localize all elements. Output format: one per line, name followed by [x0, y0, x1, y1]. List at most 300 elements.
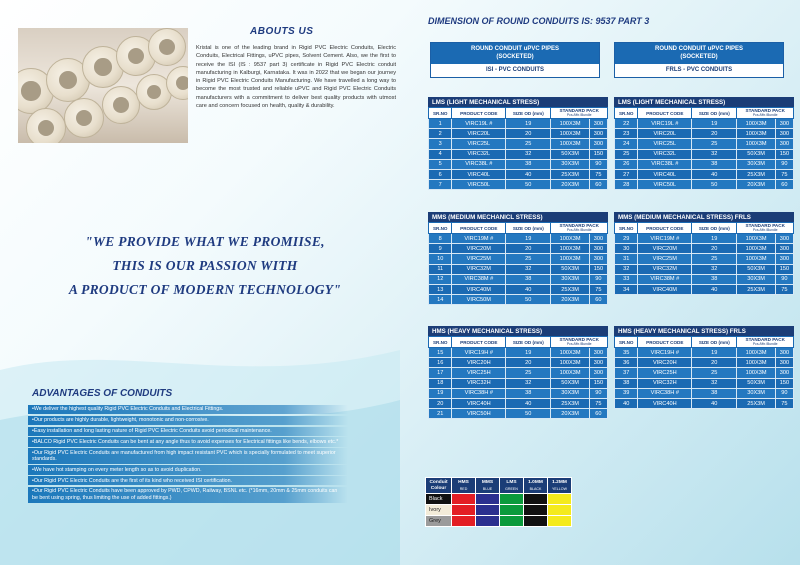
- table-row: [615, 264, 794, 274]
- table-cell: 25: [615, 149, 638, 159]
- table-caption: HMS (HEAVY MECHANICAL STRESS): [428, 326, 608, 336]
- table-cell: VIRC19L #: [452, 119, 506, 129]
- table-cell: 17: [429, 368, 452, 378]
- table-row: [429, 234, 608, 244]
- conduit-table: [614, 326, 794, 409]
- table-cell: VIRC25L: [638, 139, 692, 149]
- colour-swatch: [548, 516, 572, 527]
- colour-col-sub: RED: [459, 486, 468, 491]
- table-row: [429, 368, 608, 378]
- table-cell: 150: [775, 378, 793, 388]
- table-cell: 38: [506, 388, 551, 398]
- table-cell: 38: [615, 378, 638, 388]
- colour-col-label: MMS: [481, 479, 494, 485]
- table-row: [429, 139, 608, 149]
- table-cell: 100X3M: [551, 234, 589, 244]
- table-cell: 15: [429, 348, 452, 358]
- table-cell: VIRC50M: [452, 295, 506, 305]
- table-cell: 75: [589, 169, 607, 179]
- table-cell: 100X3M: [551, 139, 589, 149]
- column-header: SR.NO: [615, 223, 638, 234]
- table-cell: 300: [589, 139, 607, 149]
- table-cell: 13: [429, 284, 452, 294]
- table-row: [429, 378, 608, 388]
- table-row: [615, 274, 794, 284]
- colour-swatch: [476, 494, 500, 505]
- column-header-label: STANDARD PACK: [745, 337, 785, 342]
- table-cell: VIRC25H: [452, 368, 506, 378]
- column-header: PRODUCT CODE: [452, 337, 506, 348]
- isi-header-line2: (SOCKETED): [496, 53, 534, 60]
- isi-header: [430, 42, 600, 78]
- table-cell: 19: [692, 234, 737, 244]
- table-cell: VIRC32L: [638, 149, 692, 159]
- colour-col-sub: BLACK: [529, 486, 542, 491]
- table-cell: VIRC50L: [638, 180, 692, 190]
- column-header-sub: Pcs./Mtr./Bundle: [566, 228, 592, 232]
- table-caption: LMS (LIGHT MECHANICAL STRESS): [428, 97, 608, 107]
- table-row: [615, 378, 794, 388]
- table-cell: 32: [506, 264, 551, 274]
- conduit-table: [614, 212, 794, 295]
- table-cell: 32: [506, 149, 551, 159]
- conduit-table: [428, 212, 608, 305]
- table-cell: 300: [589, 244, 607, 254]
- table-cell: 100X3M: [551, 368, 589, 378]
- column-header: [551, 108, 608, 119]
- colour-swatch: [500, 505, 524, 516]
- table-cell: 30: [615, 244, 638, 254]
- table-row: [429, 169, 608, 179]
- table-cell: 150: [589, 264, 607, 274]
- table-cell: VIRC25M: [452, 254, 506, 264]
- frls-header-line1: ROUND CONDUIT uPVC PIPES: [654, 46, 743, 52]
- table-cell: VIRC32H: [638, 378, 692, 388]
- table-cell: VIRC32M: [638, 264, 692, 274]
- table-cell: VIRC38M #: [638, 274, 692, 284]
- table-row: [429, 284, 608, 294]
- table-cell: 100X3M: [737, 348, 775, 358]
- advantage-item: • Our Rigid PVC Electric Conduits are the first of its kind who received ISI certification.: [28, 476, 348, 485]
- table-cell: 38: [506, 274, 551, 284]
- table-row: [429, 129, 608, 139]
- table-cell: VIRC25M: [638, 254, 692, 264]
- table-header-row: [429, 223, 608, 234]
- table-cell: 50: [692, 180, 737, 190]
- table-caption: MMS (MEDIUM MECHANICL STRESS): [428, 212, 608, 222]
- table-cell: 100X3M: [551, 348, 589, 358]
- table-cell: 23: [615, 129, 638, 139]
- column-header: PRODUCT CODE: [638, 337, 692, 348]
- table-cell: VIRC19M #: [638, 234, 692, 244]
- advantage-item: • Our products are highly durable, lightweight, monotonic and non-corrosive.: [28, 416, 348, 425]
- table-cell: 60: [775, 180, 793, 190]
- table-cell: 60: [589, 180, 607, 190]
- table-cell: 100X3M: [551, 119, 589, 129]
- colour-swatch: [452, 494, 476, 505]
- table-cell: VIRC20H: [638, 358, 692, 368]
- table-cell: 19: [506, 234, 551, 244]
- table-cell: VIRC32L: [452, 149, 506, 159]
- table-cell: 90: [589, 274, 607, 284]
- column-header-label: STANDARD PACK: [745, 223, 785, 228]
- table-cell: 300: [589, 254, 607, 264]
- table-cell: 32: [692, 149, 737, 159]
- colour-col-sub: GREEN: [505, 486, 518, 491]
- table-cell: 30X3M: [737, 159, 775, 169]
- table-cell: 100X3M: [551, 358, 589, 368]
- table-row: [429, 264, 608, 274]
- table-cell: 7: [429, 180, 452, 190]
- column-header-label: STANDARD PACK: [559, 108, 599, 113]
- table-row: [429, 274, 608, 284]
- table-cell: 38: [692, 274, 737, 284]
- table-cell: 300: [589, 119, 607, 129]
- table-cell: 90: [589, 388, 607, 398]
- table-cell: 300: [775, 254, 793, 264]
- column-header: SR.NO: [615, 108, 638, 119]
- table-cell: 25X3M: [551, 398, 589, 408]
- column-header: SR.NO: [429, 337, 452, 348]
- table-cell: 100X3M: [551, 129, 589, 139]
- table-row: [429, 295, 608, 305]
- table-cell: 75: [775, 169, 793, 179]
- table-cell: 32: [692, 378, 737, 388]
- table-cell: 21: [429, 409, 452, 419]
- table-cell: VIRC19H #: [638, 348, 692, 358]
- table-caption: MMS (MEDIUM MECHANICAL STRESS) FRLS: [614, 212, 794, 222]
- table-cell: 38: [692, 388, 737, 398]
- table-cell: 20X3M: [737, 180, 775, 190]
- table-cell: 20: [429, 398, 452, 408]
- tagline-quote: [40, 230, 370, 302]
- table-row: [615, 398, 794, 408]
- table-cell: VIRC38L #: [452, 159, 506, 169]
- column-header: PRODUCT CODE: [452, 223, 506, 234]
- table-cell: 90: [775, 388, 793, 398]
- column-header: SR.NO: [429, 223, 452, 234]
- table-cell: 32: [506, 378, 551, 388]
- table-cell: VIRC32M: [452, 264, 506, 274]
- table-cell: 38: [506, 159, 551, 169]
- colour-swatch: [548, 494, 572, 505]
- column-header: SIZE OD (mm): [692, 108, 737, 119]
- table-cell: VIRC20M: [452, 244, 506, 254]
- table-cell: VIRC40M: [452, 284, 506, 294]
- column-header: [737, 108, 794, 119]
- table-cell: 10: [429, 254, 452, 264]
- column-header: [551, 223, 608, 234]
- table-cell: 150: [589, 378, 607, 388]
- colour-chart-header-row: [426, 478, 572, 494]
- table-cell: 19: [506, 119, 551, 129]
- table-cell: 39: [615, 388, 638, 398]
- table-cell: VIRC20L: [638, 129, 692, 139]
- table-cell: 40: [615, 398, 638, 408]
- table-cell: 4: [429, 149, 452, 159]
- table-row: [429, 388, 608, 398]
- frls-header-line2: (SOCKETED): [680, 53, 718, 60]
- table-cell: 32: [615, 264, 638, 274]
- about-text: Kristal is one of the leading brand in Rigid PVC Electric Conduits, Electric Conduits, Electrical Fittings, uPVC pipes, Solvent Cement. Also, we the first to receive the ISI (IS : 9537 part 3) certificate in Rigid PVC Electric conduit manufacturing in Kalburgi, Karnataka. It was in 2022 that we began our journey in Rigid PVC Electric Conduits Manufacturing. We have travelled a long way to become the most trusted and reliable uPVC and Rigid PVC Electric Conduits manufacturers with a commitment to deliver best quality products with utmost care and concern focused on health, quality & durability.: [196, 45, 396, 110]
- table-cell: 300: [775, 244, 793, 254]
- column-header-sub: Pcs./Mtr./Bundle: [752, 113, 778, 117]
- column-header: SR.NO: [429, 108, 452, 119]
- dimension-title: DIMENSION OF ROUND CONDUITS IS: 9537 PART 3: [428, 16, 650, 26]
- column-header-sub: Pcs./Mtr./Bundle: [566, 342, 592, 346]
- table-cell: 34: [615, 284, 638, 294]
- table-cell: 100X3M: [551, 254, 589, 264]
- colour-col-sub: YELLOW: [552, 486, 567, 491]
- table-cell: 25: [506, 254, 551, 264]
- table-cell: 25: [692, 368, 737, 378]
- colour-swatch: [548, 505, 572, 516]
- table-cell: VIRC50H: [452, 409, 506, 419]
- table-cell: 40: [506, 169, 551, 179]
- table-cell: 6: [429, 169, 452, 179]
- table-cell: 150: [775, 264, 793, 274]
- table-cell: 100X3M: [737, 139, 775, 149]
- column-header-label: STANDARD PACK: [559, 223, 599, 228]
- table-cell: 300: [775, 129, 793, 139]
- colour-row: [426, 494, 572, 505]
- table-cell: 30X3M: [551, 388, 589, 398]
- table-cell: VIRC38H #: [638, 388, 692, 398]
- table-cell: 32: [692, 264, 737, 274]
- table-cell: VIRC40M: [638, 284, 692, 294]
- table-cell: VIRC40L: [452, 169, 506, 179]
- table-cell: 29: [615, 234, 638, 244]
- table-cell: 300: [775, 358, 793, 368]
- colour-col-sub: BLUE: [482, 486, 493, 491]
- column-header: SIZE OD (mm): [692, 337, 737, 348]
- table-cell: VIRC32H: [452, 378, 506, 388]
- colour-col-label: 1.2MM: [552, 479, 567, 485]
- table-row: [429, 358, 608, 368]
- colour-swatch: [452, 505, 476, 516]
- table-header-row: [429, 337, 608, 348]
- table-cell: 50X3M: [737, 378, 775, 388]
- table-caption: HMS (HEAVY MECHANICAL STRESS) FRLS: [614, 326, 794, 336]
- table-cell: 20: [692, 244, 737, 254]
- table-cell: 150: [775, 149, 793, 159]
- table-cell: 40: [506, 398, 551, 408]
- column-header: SIZE OD (mm): [506, 108, 551, 119]
- table-cell: 25X3M: [551, 284, 589, 294]
- table-cell: 50: [506, 409, 551, 419]
- table-caption: LMS (LIGHT MECHANICAL STRESS): [614, 97, 794, 107]
- column-header-sub: Pcs./Mtr./Bundle: [566, 113, 592, 117]
- table-cell: 2: [429, 129, 452, 139]
- colour-swatch: [500, 494, 524, 505]
- table-cell: 300: [775, 234, 793, 244]
- table-cell: 40: [692, 284, 737, 294]
- colour-chart-header: Conduit Colour: [426, 478, 452, 494]
- advantage-item: • BALCO Rigid PVC Electric Conduits can be bent at any angle thus to avoid expenses for Electrical fittings like bends, elbows etc.*: [28, 437, 348, 446]
- table-cell: 8: [429, 234, 452, 244]
- table-row: [615, 284, 794, 294]
- table-cell: VIRC40H: [638, 398, 692, 408]
- table-row: [429, 180, 608, 190]
- table-cell: 11: [429, 264, 452, 274]
- colour-row-label: Grey: [426, 516, 452, 527]
- table-cell: 33: [615, 274, 638, 284]
- table-row: [615, 159, 794, 169]
- table-cell: 37: [615, 368, 638, 378]
- table-cell: 19: [506, 348, 551, 358]
- quote-line-3: A PRODUCT OF MODERN TECHNOLOGY": [68, 282, 342, 297]
- table-cell: 20: [506, 244, 551, 254]
- table-cell: 28: [615, 180, 638, 190]
- table-row: [429, 254, 608, 264]
- table-cell: 30X3M: [737, 388, 775, 398]
- table-row: [429, 409, 608, 419]
- colour-swatch: [500, 516, 524, 527]
- table-cell: VIRC20M: [638, 244, 692, 254]
- advantage-item: • Our Rigid PVC Electric Conduits are manufactured from high impact resistant PVC which is specially formulated to meet superior standards.: [28, 448, 348, 464]
- table-cell: 9: [429, 244, 452, 254]
- table-cell: 16: [429, 358, 452, 368]
- about-title: ABOUTS US: [250, 26, 314, 37]
- table-cell: 40: [692, 398, 737, 408]
- table-cell: VIRC38H #: [452, 388, 506, 398]
- table-cell: 25X3M: [737, 398, 775, 408]
- table-header-row: [615, 223, 794, 234]
- table-cell: 40: [692, 169, 737, 179]
- table-cell: 20: [506, 129, 551, 139]
- table-cell: 19: [692, 348, 737, 358]
- table-cell: 30X3M: [737, 274, 775, 284]
- table-header-row: [615, 337, 794, 348]
- isi-header-line1: ROUND CONDUIT uPVC PIPES: [470, 46, 559, 52]
- table-cell: 20: [506, 358, 551, 368]
- table-cell: VIRC25H: [638, 368, 692, 378]
- colour-col-label: 1.0MM: [528, 479, 543, 485]
- table-row: [429, 398, 608, 408]
- advantages-list: [28, 405, 348, 504]
- column-header-label: STANDARD PACK: [745, 108, 785, 113]
- table-cell: 25: [506, 139, 551, 149]
- table-cell: 1: [429, 119, 452, 129]
- table-cell: 60: [589, 295, 607, 305]
- table-cell: 14: [429, 295, 452, 305]
- table-cell: 50X3M: [551, 264, 589, 274]
- table-cell: 50X3M: [551, 149, 589, 159]
- table-cell: 75: [775, 284, 793, 294]
- colour-swatch: [524, 516, 548, 527]
- table-cell: 22: [615, 119, 638, 129]
- table-cell: 20: [692, 129, 737, 139]
- table-cell: VIRC25L: [452, 139, 506, 149]
- table-cell: 19: [429, 388, 452, 398]
- table-cell: VIRC19L #: [638, 119, 692, 129]
- table-cell: 100X3M: [737, 254, 775, 264]
- table-cell: 300: [589, 348, 607, 358]
- colour-row-label: Ivory: [426, 505, 452, 516]
- colour-row-label: Black: [426, 494, 452, 505]
- table-cell: 300: [775, 119, 793, 129]
- table-cell: 40: [506, 284, 551, 294]
- table-cell: 100X3M: [737, 368, 775, 378]
- colour-swatch: [524, 494, 548, 505]
- table-cell: 3: [429, 139, 452, 149]
- table-cell: 25: [692, 254, 737, 264]
- table-cell: 100X3M: [737, 234, 775, 244]
- colour-swatch: [476, 516, 500, 527]
- table-cell: 19: [692, 119, 737, 129]
- table-row: [429, 149, 608, 159]
- table-cell: VIRC20L: [452, 129, 506, 139]
- column-header: [737, 223, 794, 234]
- table-row: [615, 180, 794, 190]
- table-cell: 50: [506, 180, 551, 190]
- table-cell: 31: [615, 254, 638, 264]
- table-cell: 300: [775, 139, 793, 149]
- table-cell: 26: [615, 159, 638, 169]
- conduits-photo: [18, 28, 188, 143]
- advantage-item: • We have hot stamping on every meter length so as to avoid duplication.: [28, 465, 348, 474]
- table-cell: VIRC38M #: [452, 274, 506, 284]
- table-header-row: [615, 108, 794, 119]
- column-header-label: STANDARD PACK: [559, 337, 599, 342]
- table-row: [615, 348, 794, 358]
- table-cell: 25: [506, 368, 551, 378]
- advantages-title: ADVANTAGES OF CONDUITS: [32, 388, 173, 399]
- table-row: [615, 139, 794, 149]
- table-cell: VIRC50L: [452, 180, 506, 190]
- table-cell: 100X3M: [737, 119, 775, 129]
- table-cell: 25X3M: [551, 169, 589, 179]
- column-header-sub: Pcs./Mtr./Bundle: [752, 228, 778, 232]
- table-cell: 25X3M: [737, 169, 775, 179]
- table-cell: 25: [692, 139, 737, 149]
- table-row: [615, 358, 794, 368]
- colour-swatch: [524, 505, 548, 516]
- colour-swatch: [476, 505, 500, 516]
- column-header: [551, 337, 608, 348]
- table-cell: 100X3M: [737, 244, 775, 254]
- table-cell: 50X3M: [737, 149, 775, 159]
- table-row: [615, 129, 794, 139]
- table-cell: 90: [775, 159, 793, 169]
- table-cell: 100X3M: [737, 358, 775, 368]
- table-cell: 300: [589, 234, 607, 244]
- table-cell: 60: [589, 409, 607, 419]
- table-cell: 300: [775, 368, 793, 378]
- table-row: [429, 244, 608, 254]
- quote-line-1: "WE PROVIDE WHAT WE PROMIISE,: [85, 234, 325, 249]
- table-cell: 20: [692, 358, 737, 368]
- table-cell: 25X3M: [737, 284, 775, 294]
- quote-line-2: THIS IS OUR PASSION WITH: [112, 258, 298, 273]
- table-cell: 50: [506, 295, 551, 305]
- table-cell: 27: [615, 169, 638, 179]
- conduit-table: [428, 326, 608, 419]
- table-header-row: [429, 108, 608, 119]
- table-cell: 20X3M: [551, 409, 589, 419]
- isi-header-sub: ISI - PVC CONDUITS: [431, 64, 599, 77]
- column-header: PRODUCT CODE: [638, 108, 692, 119]
- table-cell: 50X3M: [737, 264, 775, 274]
- table-cell: 30X3M: [551, 274, 589, 284]
- advantage-item: • Our Rigid PVC Electric Conduits have been approved by PWD, CPWD, Railway, BSNL etc. (*16mm, 20mm & 25mm conduits can be bent using spring, thus limiting the use of added fittings.): [28, 487, 348, 503]
- frls-header-sub: FRLS - PVC CONDUITS: [615, 64, 783, 77]
- table-cell: 300: [589, 358, 607, 368]
- table-cell: VIRC40L: [638, 169, 692, 179]
- table-row: [615, 254, 794, 264]
- table-row: [615, 368, 794, 378]
- table-row: [615, 119, 794, 129]
